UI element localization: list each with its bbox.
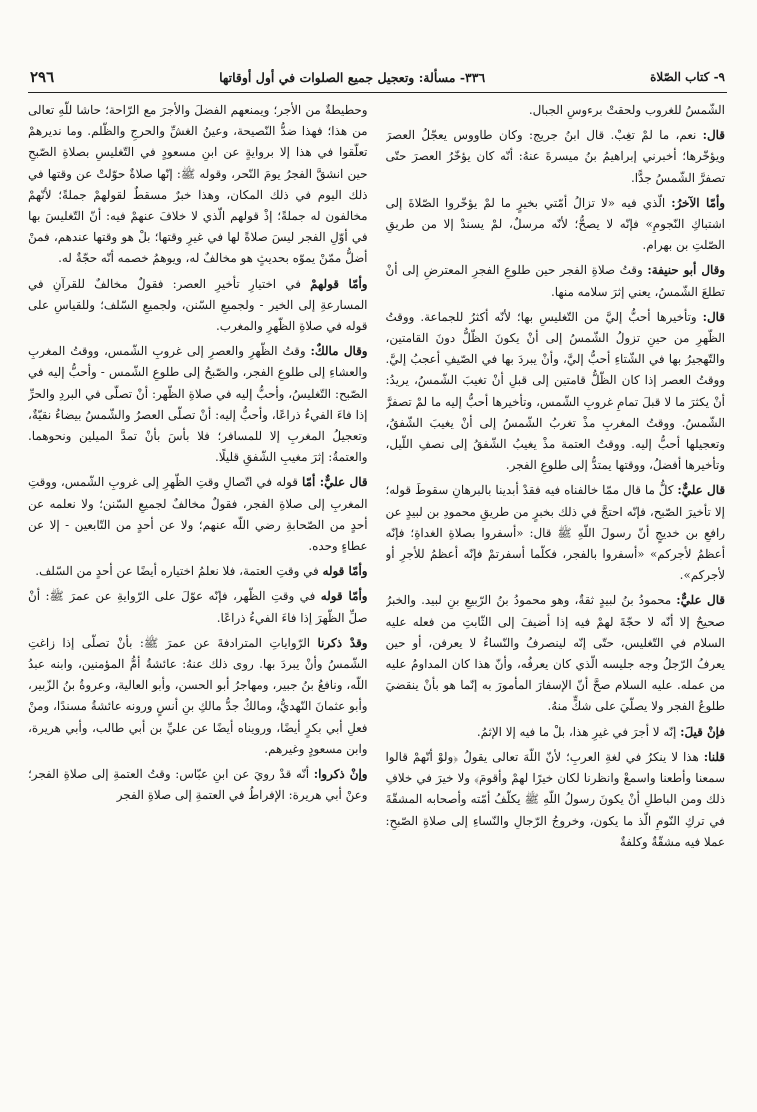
paragraph-lead: قلنا: xyxy=(703,749,725,764)
paragraph-text: وقتُ الظّهرِ والعصرِ إلى غروبِ الشّمس، ووقتُ المغربِ والعشاءِ إلى طلوعِ الفجر، والصّبحُ إلى طلوعِ الشّمس - وأحبُّ إليه في الصّبح: التّغليسُ، وأحبُّ إليه في صلاةِ الظّهر: أنْ تصلّى في البردِ والحرِّ إذا فاءَ الفيءُ ذراعًا، وأحبُّ إليه: أنْ تصلّى العصرُ والشّمسُ بيضاءُ نقيّةٌ، وتعجيلُ المغربِ إلا للمسافر؛ فلا بأسَ بأنْ تمدَّ الميلين ونحوهما. والعتمةُ: إثرَ مغيبِ الشّفقِ قليلًا. xyxy=(28,344,368,465)
page-header xyxy=(30,64,725,90)
paragraph xyxy=(28,586,368,628)
paragraph xyxy=(28,100,368,270)
text-columns xyxy=(28,100,725,1104)
paragraph-lead: فإنْ قيلَ: xyxy=(680,724,725,739)
paragraph-text: الّذي فيه «لا تزالُ أمّتي بخيرٍ ما لمْ يؤخّروا الصّلاةَ إلى اشتباكِ النّجومِ» فإنّه لا يصحُّ؛ لأنّه مرسلٌ، لمْ يسندْ إلا من طريقِ الصّلتِ بن بهرام. xyxy=(385,195,725,253)
header-rule xyxy=(28,92,727,93)
paragraph xyxy=(386,590,726,717)
paragraph xyxy=(386,722,726,743)
paragraph xyxy=(28,561,368,582)
paragraph-lead: قال: xyxy=(702,309,725,324)
paragraph-text: إنّه لا أجرَ في غيرِ هذا، بلْ ما فيه إلا الإثمُ. xyxy=(476,724,677,739)
paragraph-text: في وقتِ العتمة، فلا نعلمُ اختياره أيضًا عن أحدٍ من السّلف. xyxy=(35,564,319,579)
left-column xyxy=(28,100,368,1104)
paragraph-text: وقتُ صلاةِ الفجر حين طلوعِ الفجرِ المعترضِ إلى أنْ تطلعَ الشّمسُ، يعني إثرَ سلامه منها. xyxy=(385,263,725,299)
paragraph-text: في اختيارِ تأخيرِ العصر: فقولٌ مخالفٌ للقرآنِ في المسارعةِ إلى الخير - ولجميعِ السّنن، ولجميعِ السّلف؛ وللقياسِ على قوله في صلاةِ الظّهرِ والمغرب. xyxy=(28,276,368,334)
paragraph xyxy=(28,341,368,468)
paragraph-lead: قال: xyxy=(702,128,725,143)
paragraph xyxy=(386,747,726,853)
paragraph xyxy=(386,193,726,257)
paragraph xyxy=(28,274,368,338)
paragraph-text: أنّه قدْ رويَ عن ابنِ عبّاس: وقتُ العتمةِ إلى صلاةِ الفجر؛ وعنْ أبي هريرة: الإفراطُ في العتمةِ إلى صلاةِ الفجر xyxy=(28,767,368,803)
paragraph xyxy=(28,764,368,806)
paragraph xyxy=(28,472,368,557)
paragraph-text: وتأخيرها أحبُّ إليَّ من التّغليسِ بها؛ لأنّه أكثرُ للجماعة. ووقتُ الظّهرِ من حينِ تزولُ الشّمسُ إلى أنْ يكونَ الظّلُّ دونَ القامتين، والتّهجيرُ بها في الشّتاءِ أحبُّ إليَّ، وأنْ يبردَ بها في الصّيفِ أعجبُ إليَّ. ووقتُ العصر إذا كان الظّلُّ قامتين إلى قبلِ أنْ تغيبَ الشّمسُ، يريدُ: أنْ يكثرَ ما لا قبلَ تمامِ غروبِ الشّمس، وتأخيرها أحبُّ إليه ما لمْ تصفرَّ الشّمسُ. ووقتُ المغربِ مذْ تغربُ الشّمسُ إلى أنْ يغيبَ الشّفقُ، وتعجيلها أحبُّ إليه. ووقتُ العتمة مذْ يغيبُ الشّفقُ إلى نصفِ اللّيل، وتأخيرها أفضلُ، ووقتها يمتدُّ إلى طلوعِ الفجر. xyxy=(385,309,725,473)
paragraph xyxy=(386,480,726,586)
paragraph-text: في وقتِ الظّهر، فإنّه عوّلَ على الرّوايةِ عن عمرَ ﷺ: أنْ صلِّ الظّهرَ إذا فاءَ الفيءُ ذراعًا. xyxy=(28,589,368,625)
paragraph-lead: وأمّا الآخرُ: xyxy=(671,195,725,210)
paragraph xyxy=(386,260,726,302)
paragraph xyxy=(386,125,726,189)
paragraph-lead: وقدْ ذكرنا xyxy=(317,635,368,650)
page-number: ٢٩٦ xyxy=(30,68,55,86)
paragraph-text: الشّمسُ للغروب ولحقتْ برءوسِ الجبال. xyxy=(528,103,725,117)
paragraph-text: وحطيطةٌ من الأجر؛ ويمنعهم الفضلَ والأجرَ مع الرّاحة؛ حاشا للّهِ تعالى من هذا؛ فهذا ضدُّ النّصيحة، وعينُ الغشِّ والحرجِ والظّلم. وما نديرهمْ تعلّقوا في هذا إلا بروايةٍ عن ابنِ مسعودٍ في التّغليسِ بصلاةِ الصّبحِ حين انشقَّ الفجرُ يومَ النّحر، وقوله ﷺ: إنّها صلاةٌ حوّلتْ عن وقتها في ذلك اليوم في ذلك المكان، وهذا خبرٌ مسقطٌ لقولهمْ جملةً؛ لأنّهمْ مخالفون له جملةً؛ إذْ قولهم الّذي لا خلافَ عنهمْ فيه: أنّ التّغليسَ بها في أوّلِ الفجر ليسَ صلاةً لها في غيرِ وقتها؛ بلْ هو وقتها عندهم، فمنْ أضلُّ ممّنْ يموّه بحديثٍ هو مخالفٌ له، ويوهمُ خصمه أنّه حجّةٌ له. xyxy=(28,103,368,266)
paragraph-text: هذا لا ينكرُ في لغةِ العربِ؛ لأنّ اللّهَ تعالى يقولُ ﴿ولوْ أنّهمْ قالوا سمعنا وأطعنا واسمعْ وانظرنا لكان خيرًا لهمْ وأقومَ﴾ ولا خيرَ في خلافِ ذلك ومن الباطلِ أنْ يكونَ رسولُ اللّهِ ﷺ يكلّفُ أمّته وأصحابه المشقّةَ في تركِ النّومِ الّذ ما يكون، وخروجُ الرّجالِ والنّساءِ إلى صلاةِ الصّبحِ: عملا فيه مشقّةٌ وكلفةٌ xyxy=(385,749,725,849)
section-title: ٣٣٦- مسألة: وتعجيل جميع الصلوات في أول أوقاتها xyxy=(219,69,486,85)
paragraph-lead: قال عليٌّ: xyxy=(677,483,725,498)
paragraph-lead: وقال مالكٌ: xyxy=(310,344,368,359)
paragraph-lead: وأمّا قولهمْ xyxy=(310,276,368,291)
paragraph-text: كلُّ ما قال ممّا خالفناه فيه فقدْ أبدينا بالبرهانِ سقوطَ قوله؛ إلا تأخيرَ الصّبح، فإنّه احتجَّ في ذلك بخبرٍ من طريقِ محمودِ بن لبيدٍ عن رافعِ بن خديجٍ أنّ رسولَ اللّهِ ﷺ قال: «أسفروا بصلاةِ الغداةِ؛ فإنّه أعظمُ لأجركم» «أسفروا بالفجر، فكلّما أسفرتمْ فإنّه أعظمُ للأجرِ أو لأجركم». xyxy=(385,483,725,583)
paragraph-lead: وأمّا قوله xyxy=(322,564,368,579)
paragraph xyxy=(386,307,726,477)
paragraph-text: محمودُ بنُ لبيدٍ ثقةٌ، وهو محمودُ بنُ الرّبيعِ بنِ لبيد. والخبرُ صحيحٌ إلا أنّه لا حجّةَ لهمْ فيه إذا أضيفَ إلى الثّابتِ من فعله عليه السلام في التّغليس، حتّى إنّه لينصرفُ والنّساءُ لا يعرفن، أو حين يعرفُ الرّجلُ وجه جليسه الّذي كان يعرفُه، وأنّ هذا كان المداومُ عليه من عمله. عليه السلام صحَّ أنّ الإسفارَ المأمورَ به إنّما هو بأنْ ينقضيَ طلوعُ الفجر ولا يصلّيَ على شكٍّ منهُ. xyxy=(385,593,725,714)
paragraph-text: نعم، ما لمْ تغِبْ. قال ابنُ جريج: وكان طاووس يعجّلُ العصرَ ويؤخّرها؛ أخبرني إبراهيمُ بنُ ميسرةَ عنهُ: أنّه كان يؤخّرُ العصرَ حتّى تصفرَّ الشّمسُ جدًّا. xyxy=(385,128,725,185)
chapter-label: ٩- كتاب الصّلاة xyxy=(650,70,725,84)
paragraph-lead: وقال أبو حنيفة: xyxy=(647,263,725,278)
paragraph-text: الرّواياتِ المترادفةَ عن عمرَ ﷺ: بأنْ تصلّى إذا زاغتِ الشّمسُ وأنْ يبردَ بها. روى ذلك عنهُ: عائشةُ أمُّ المؤمنين، وابنه عبدُ اللّه، ونافعُ بنُ جبير، ومهاجرُ أبو الحسن، وأبو العالية، وعروةُ بنُ الزّبير، وأبو عثمانَ النّهديُّ، ومالكٌ جدُّ مالكِ بنِ أنسٍ ورونه عائشةُ مسندًا، ومنْ فعلِ أبي بكرٍ أيضًا، ورويناه أيضًا عن عليِّ بن أبي طالب، وأبي هريرة، وابن مسعودٍ وغيرهم. xyxy=(28,635,368,756)
paragraph-lead: قال عليٌّ: أمّا xyxy=(302,475,368,490)
paragraph xyxy=(386,100,726,121)
right-column xyxy=(386,100,726,1104)
paragraph xyxy=(28,633,368,760)
paragraph-lead: وإنْ ذكروا: xyxy=(313,767,368,782)
paragraph-lead: قال عليٌّ: xyxy=(676,593,725,608)
paragraph-text: قوله في اتّصالِ وقتِ الظّهرِ إلى غروبِ الشّمس، ووقتِ المغربِ إلى صلاةِ الفجر، فقولٌ مخالفٌ لجميعِ السّنن؛ ولا نعلمه عن أحدٍ من الصّحابةِ رضي اللّه عنهم؛ ولا عن أحدٍ من التّابعين - إلا عن عطاءٍ وحده. xyxy=(28,475,368,554)
paragraph-lead: وأمّا قوله xyxy=(320,589,368,604)
